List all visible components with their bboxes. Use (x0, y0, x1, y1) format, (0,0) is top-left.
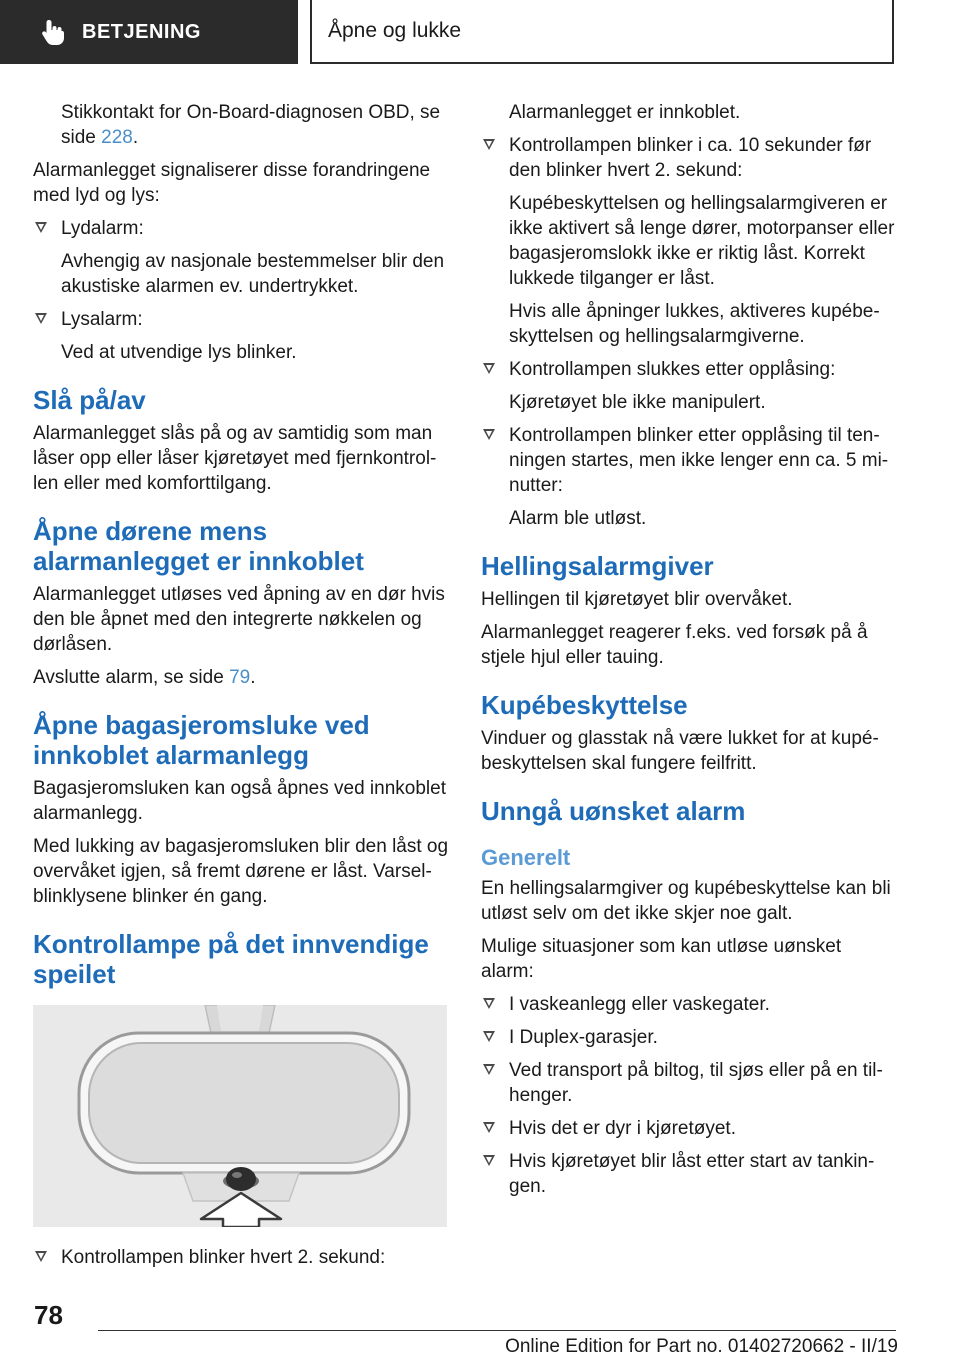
list-item-text: I vaskeanlegg eller vaskegater. (509, 994, 770, 1015)
heading-tilt-sensor: Hellingsalarmgiver (481, 551, 714, 581)
edition-note: Online Edition for Part no. 01402720662 - II/19 (505, 1336, 898, 1357)
general-paragraph-1: En hellingsalarmgiver og kupébeskyttelse kan bli utløst selv om det ikke skjer noe galt. (481, 878, 891, 924)
cabin-paragraph: Vinduer og glasstak nå være lukket for at kupé-beskyttelsen skal fungere feilfritt. (481, 728, 879, 774)
punctuation: . (250, 667, 256, 688)
tilt-paragraph-1: Hellingen til kjøretøyet blir overvåket. (481, 589, 793, 610)
list-item-text: Kontrollampen slukkes etter opplåsing: (509, 359, 836, 380)
list-item (481, 992, 895, 1017)
page-number: 78 (34, 1300, 63, 1330)
mirror-drawing (33, 1005, 447, 1227)
header-chapter-box (310, 0, 894, 64)
chapter-title: Åpne og lukke (328, 19, 462, 42)
list-item-subtext: Avhengig av nasjonale bestemmelser blir den akustiske alarmen ev. undertrykket. (61, 251, 445, 297)
situations-list (481, 992, 895, 1199)
heading-on-off: Slå på/av (33, 385, 146, 415)
heading-open-trunk: Åpne bagasjeromsluke ved innkoblet alarmanlegg (33, 710, 370, 770)
heading-mirror-lamp: Kontrollampe på det innvendige speilet (33, 929, 429, 989)
tilt-paragraph-2: Alarmanlegget reagerer f.eks. ved forsøk på å stjele hjul eller tauing. (481, 622, 868, 668)
triangle-bullet-icon (483, 363, 495, 374)
list-item-text: Lydalarm: (61, 218, 144, 239)
open-doors-paragraph: Alarmanlegget utløses ved åpning av en dør hvis den ble åpnet med den integrerte nøkkelen og dørlåsen. (33, 584, 445, 655)
punctuation: . (132, 127, 139, 148)
page-link-79[interactable]: 79 (229, 667, 251, 688)
list-item (481, 357, 895, 415)
triangle-bullet-icon (483, 1031, 495, 1042)
end-alarm-paragraph (33, 665, 449, 690)
end-alarm-text: Avslutte alarm, se side (33, 667, 230, 688)
alarm-on-note: Alarmanlegget er innkoblet. (509, 102, 741, 123)
list-item-subtext: Hvis alle åpninger lukkes, aktiveres kupébe-skyttelsen og hellingsalarmgiverne. (509, 301, 880, 347)
rearview-mirror-illustration (33, 1005, 447, 1227)
general-paragraph-2: Mulige situasjoner som kan utløse uønsket alarm: (481, 936, 842, 982)
mirror-lamp-list (33, 1245, 449, 1270)
triangle-bullet-icon (35, 313, 47, 324)
triangle-bullet-icon (483, 429, 495, 440)
signals-list (33, 216, 449, 365)
lamp-states-list (481, 133, 895, 531)
triangle-bullet-icon (483, 139, 495, 150)
list-item (481, 1025, 895, 1050)
header-section-tab (0, 0, 298, 64)
trunk-paragraph-2: Med lukking av bagasjeromsluken blir den låst og overvåket igjen, så fremt dørene er låst. Varsel-blinklysene blinker én gang. (33, 836, 449, 907)
list-item-text: Hvis kjøretøyet blir låst etter start av tankin-gen. (509, 1151, 875, 1197)
triangle-bullet-icon (483, 998, 495, 1009)
triangle-bullet-icon (35, 1251, 47, 1262)
list-item (481, 1149, 895, 1199)
list-item (33, 307, 449, 365)
on-off-paragraph: Alarmanlegget slås på og av samtidig som man låser opp eller låser kjøretøyet med fjernkontrol-len eller med komforttilgang. (33, 423, 437, 494)
triangle-bullet-icon (483, 1122, 495, 1133)
triangle-bullet-icon (483, 1155, 495, 1166)
left-column (33, 100, 449, 1278)
obd-socket-text: Stikkontakt for On-Board-diagnosen OBD, se side (61, 102, 441, 148)
list-item-text: Kontrollampen blinker hvert 2. sekund: (61, 1247, 386, 1268)
heading-cabin-protection: Kupébeskyttelse (481, 690, 688, 720)
list-item (33, 1245, 449, 1270)
list-item (481, 1058, 895, 1108)
list-item-text: Kontrollampen blinker i ca. 10 sekunder før den blinker hvert 2. sekund: (509, 135, 872, 181)
list-item-subtext: Ved at utvendige lys blinker. (61, 342, 297, 363)
triangle-bullet-icon (35, 222, 47, 233)
footer-divider (98, 1330, 896, 1331)
heading-avoid-false-alarm: Unngå uønsket alarm (481, 796, 746, 826)
list-item-subtext: Kjøretøyet ble ikke manipulert. (509, 392, 766, 413)
list-item-text: Ved transport på biltog, til sjøs eller på en til-henger. (509, 1060, 883, 1106)
section-label: BETJENING (82, 20, 201, 43)
list-item-text: Kontrollampen blinker etter opplåsing til ten-ningen startes, men ikke lenger enn ca. 5 mi-nutter: (509, 425, 889, 496)
list-item (481, 133, 895, 349)
subheading-general: Generelt (481, 845, 571, 870)
list-item (481, 1116, 895, 1141)
list-item (481, 423, 895, 531)
list-item-text: Hvis det er dyr i kjøretøyet. (509, 1118, 736, 1139)
right-column (481, 100, 895, 1207)
signals-paragraph: Alarmanlegget signaliserer disse forandringene med lyd og lys: (33, 160, 431, 206)
hand-pointer-icon (38, 17, 68, 47)
list-item-text: I Duplex-garasjer. (509, 1027, 658, 1048)
list-item (33, 216, 449, 299)
trunk-paragraph-1: Bagasjeromsluken kan også åpnes ved innkoblet alarmanlegg. (33, 778, 446, 824)
list-item-subtext: Kupébeskyttelsen og hellingsalarmgiveren er ikke aktivert så lenge dører, motorpanser eller bagasjeromslokk ikke er riktig låst. Korrekt lukkede tilganger er låst. (509, 193, 895, 289)
obd-socket-note (33, 100, 449, 150)
list-item-subtext: Alarm ble utløst. (509, 508, 647, 529)
page-link-228[interactable]: 228 (101, 127, 133, 148)
heading-open-doors: Åpne dørene mens alarmanlegget er innkoblet (33, 516, 364, 576)
list-item-text: Lysalarm: (61, 309, 143, 330)
triangle-bullet-icon (483, 1064, 495, 1075)
